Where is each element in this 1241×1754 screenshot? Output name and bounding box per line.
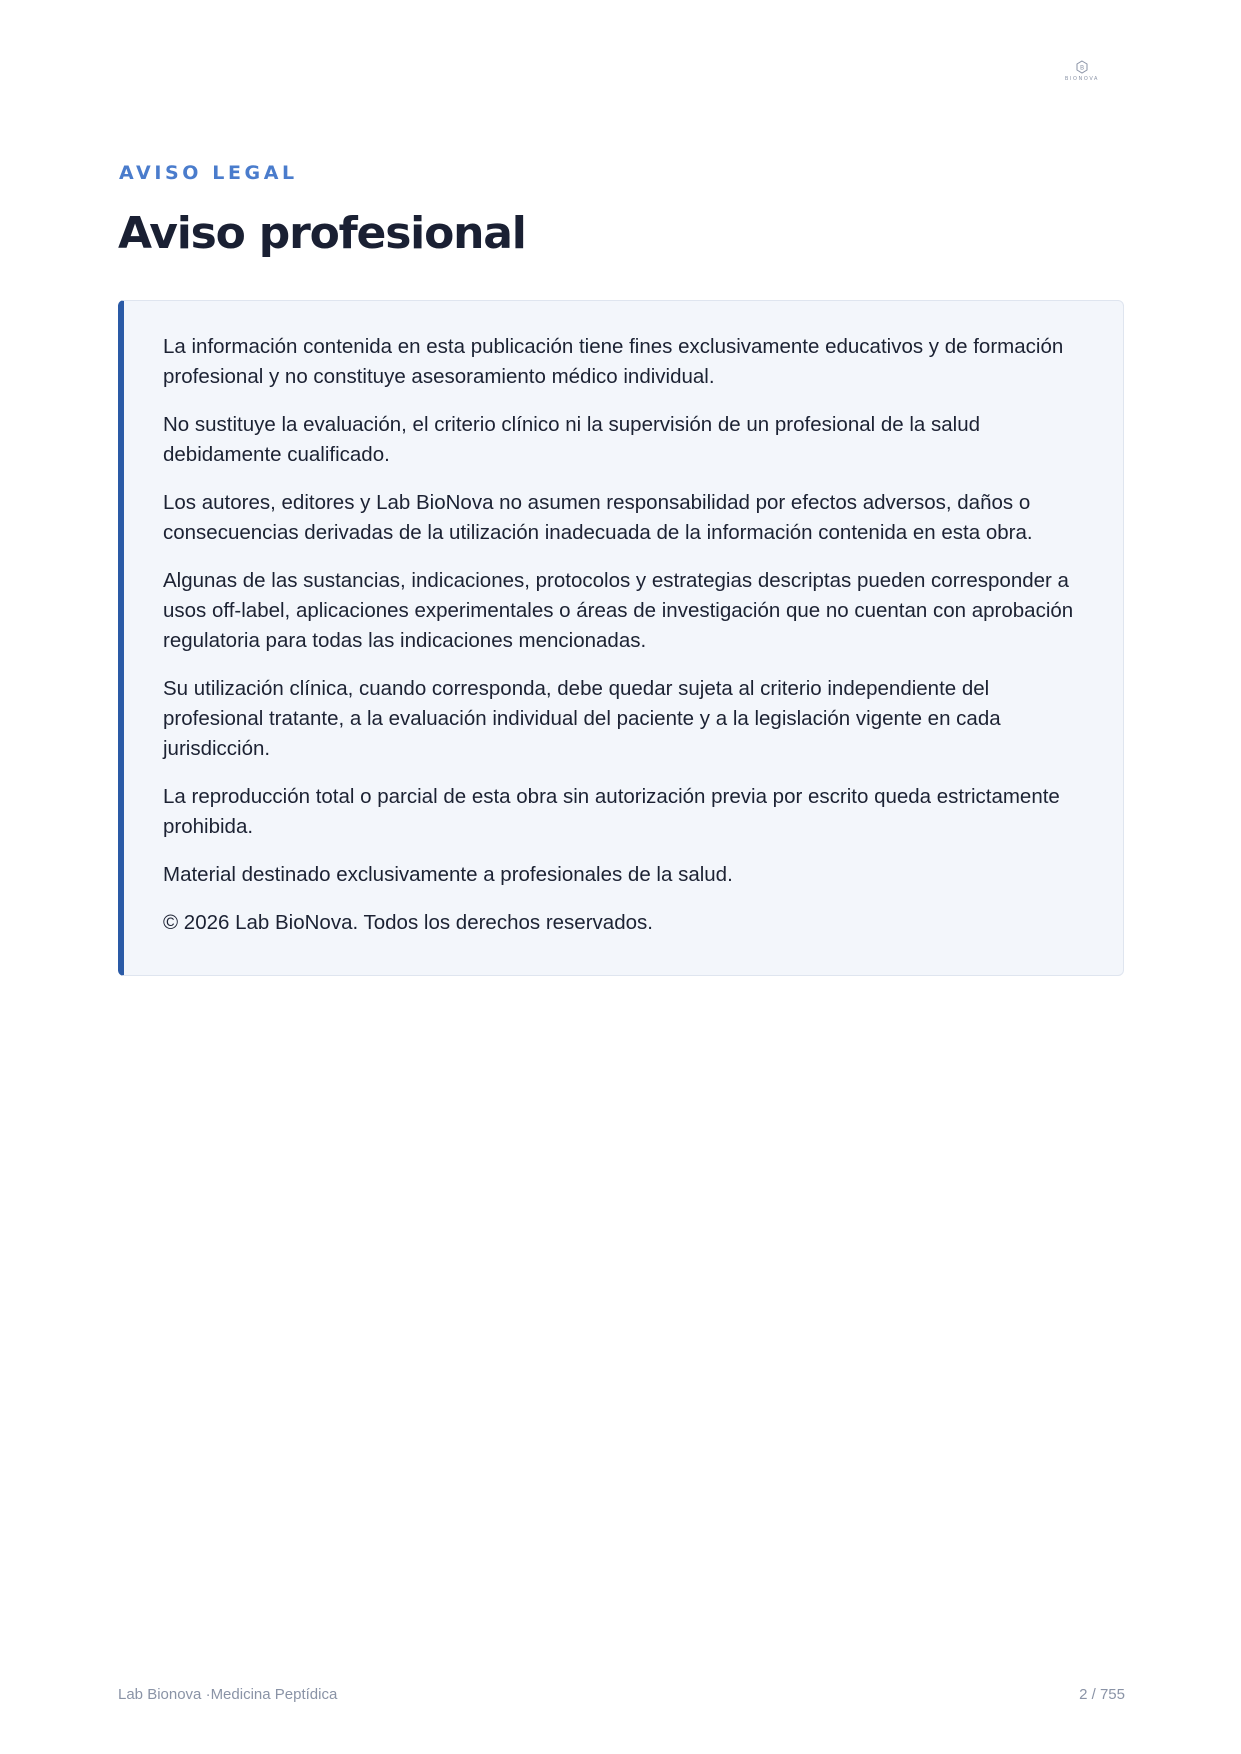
page-number: 2 / 755 <box>1079 1686 1125 1703</box>
notice-paragraph: Su utilización clínica, cuando corresponda, debe quedar sujeta al criterio independiente del profesional tratante, a la evaluación individual del paciente y a la legislación vigente en cada jurisdicción. <box>163 677 1001 760</box>
logo-text: BIONOVA <box>1064 76 1100 82</box>
notice-paragraph: Los autores, editores y Lab BioNova no asumen responsabilidad por efectos adversos, daños o consecuencias derivadas de la utilización inadecuada de la información contenida en esta obra. <box>163 491 1033 544</box>
bionova-logo-icon <box>1076 60 1088 74</box>
section-eyebrow: AVISO LEGAL <box>119 162 298 184</box>
notice-paragraph: No sustituye la evaluación, el criterio clínico ni la supervisión de un profesional de la salud debidamente cualificado. <box>163 413 981 466</box>
brand-logo <box>1062 60 1102 90</box>
notice-paragraph: Material destinado exclusivamente a profesionales de la salud. <box>163 863 733 886</box>
copyright-notice: © 2026 Lab BioNova. Todos los derechos reservados. <box>163 911 653 934</box>
notice-paragraph: La información contenida en esta publicación tiene fines exclusivamente educativos y de formación profesional y no constituye asesoramiento médico individual. <box>163 335 1064 388</box>
page-title: Aviso profesional <box>118 208 526 259</box>
notice-paragraph: Algunas de las sustancias, indicaciones, protocolos y estrategias descriptas pueden corresponder a usos off-label, aplicaciones experimentales o áreas de investigación que no cuentan con aprobación regulatoria para todas las indicaciones mencionadas. <box>163 569 1074 652</box>
svg-text:B: B <box>1079 64 1085 72</box>
footer-publication-label: Lab Bionova ·Medicina Peptídica <box>118 1686 338 1703</box>
legal-notice-box <box>118 300 1124 976</box>
notice-paragraph: La reproducción total o parcial de esta obra sin autorización previa por escrito queda estrictamente prohibida. <box>163 785 1060 838</box>
